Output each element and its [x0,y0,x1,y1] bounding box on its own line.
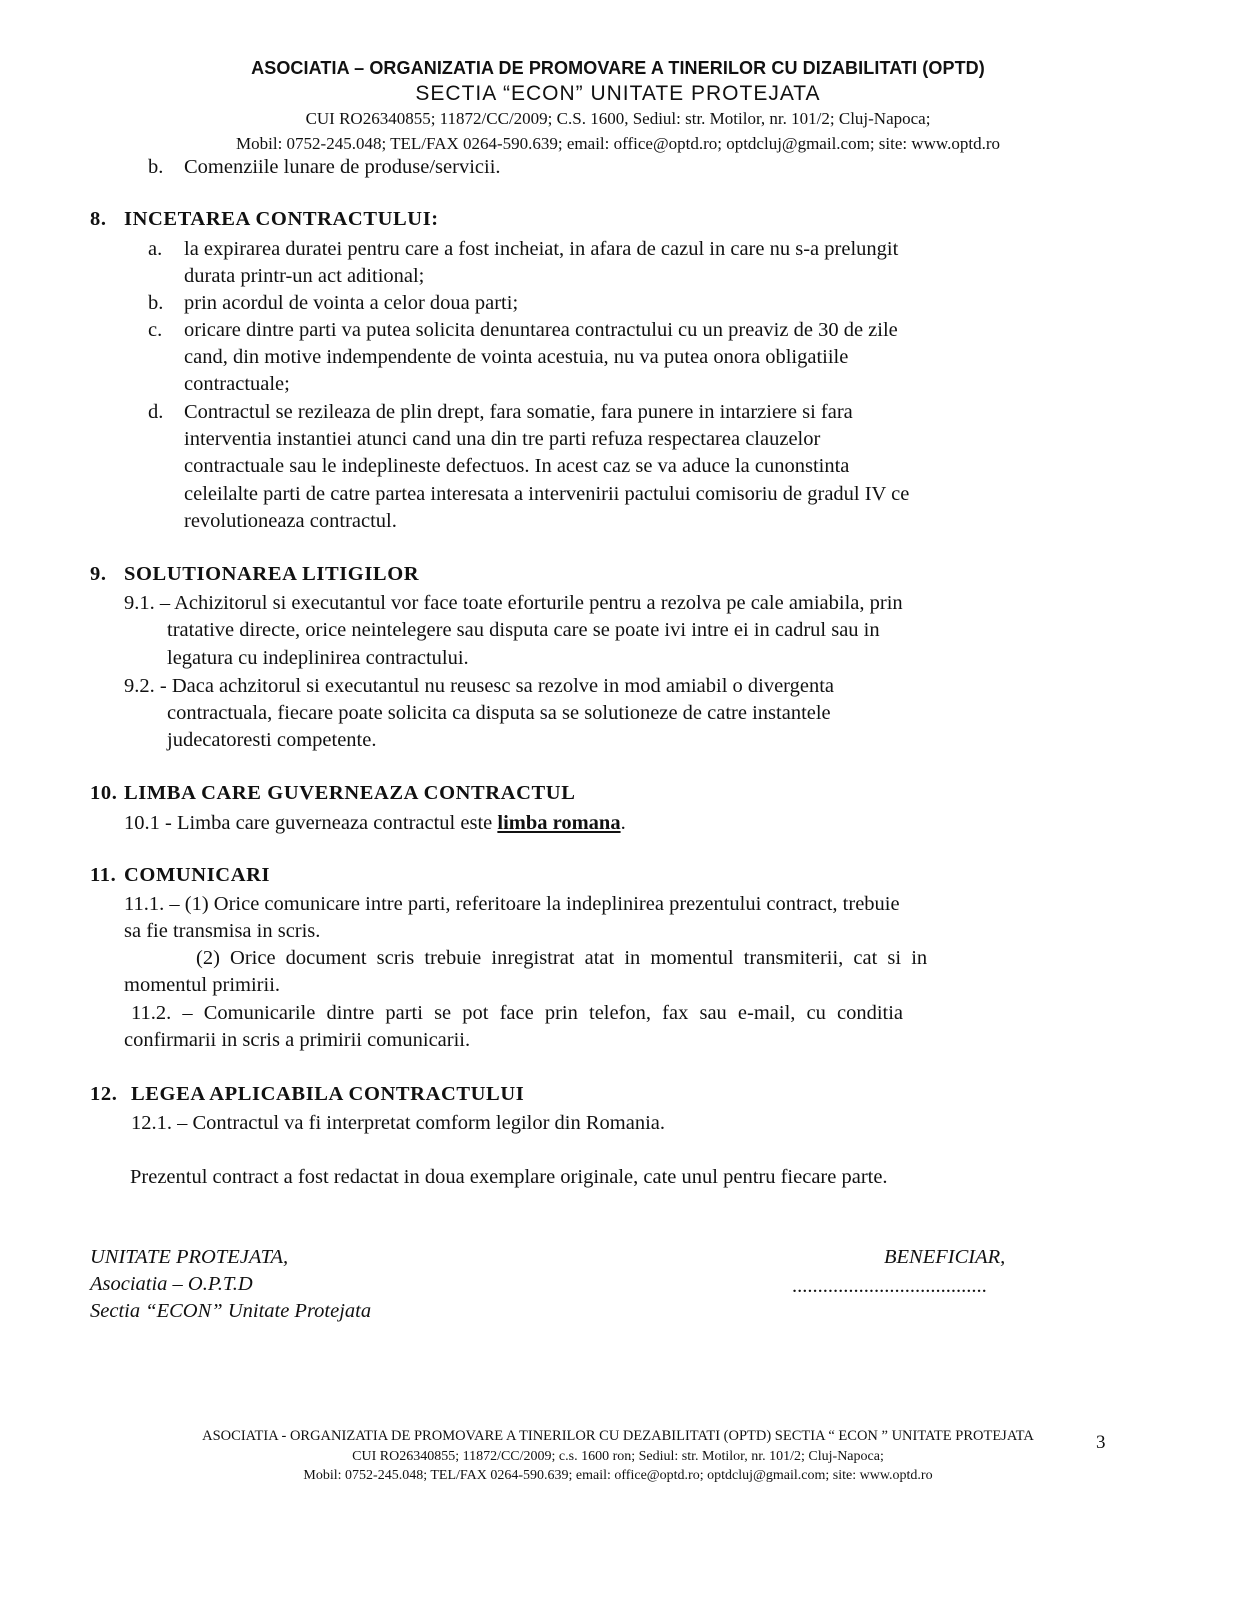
section-9-title: SOLUTIONAREA LITIGILOR [124,563,420,585]
s8-item-b-label: b. [148,292,164,314]
s9-p1-line: legatura cu indeplinirea contractului. [167,647,469,669]
section-10-title: LIMBA CARE GUVERNEAZA CONTRACTUL [124,782,576,804]
footer-registration: CUI RO26340855; 11872/CC/2009; c.s. 1600 ron; Sediul: str. Motilor, nr. 101/2; Cluj-Napoca; [352,1449,884,1464]
header-section-name: SECTIA “ECON” UNITATE PROTEJATA [415,82,821,105]
s9-p1-line: tratative directe, orice neintelegere sau disputa care se poate ivi intre ei in cadrul sau in [167,619,880,641]
s8-item-a-line: la expirarea duratei pentru care a fost incheiat, in afara de cazul in care nu s-a prelungit [184,238,899,260]
s9-p2-line: contractuala, fiecare poate solicita ca disputa sa se solutioneze de catre instantele [167,702,831,724]
section-12-number: 12. [90,1083,118,1105]
s8-item-d-label: d. [148,401,164,423]
s8-item-c-line: contractuale; [184,373,290,395]
s8-item-d-line: contractuale sau le indeplineste defectuos. In acest caz se va aduce la cunonstinta [184,455,850,477]
s10-clause [124,810,626,837]
s8-item-a-label: a. [148,238,163,260]
s8-item-b-line: prin acordul de vointa a celor doua parti; [184,292,519,314]
section-8-number: 8. [90,208,107,230]
section-11-number: 11. [90,864,117,886]
s8-item-c-label: c. [148,319,163,341]
s10-text: 10.1 - Limba care guverneaza contractul este [124,812,498,834]
header-registration-info: CUI RO26340855; 11872/CC/2009; C.S. 1600, Sediul: str. Motilor, nr. 101/2; Cluj-Napoca; [305,109,931,128]
section-8-title: INCETAREA CONTRACTULUI: [124,208,439,230]
page-number: 3 [1096,1432,1106,1453]
signature-left-org: Asociatia – O.P.T.D [90,1273,253,1295]
signature-left-title: UNITATE PROTEJATA, [90,1246,289,1268]
s10-period: . [620,812,626,834]
s8-item-a-line: durata printr-un act aditional; [184,265,425,287]
s8-item-d-line: Contractul se rezileaza de plin drept, fara somatie, fara punere in intarziere si fara [184,401,853,423]
s8-item-c-line: cand, din motive indempendente de vointa acestuia, nu va putea onora obligatiile [184,346,849,368]
s11-p2-line2: momentul primirii. [124,974,281,996]
section-10-number: 10. [90,782,118,804]
s8-item-d-line: revolutioneaza contractul. [184,510,397,532]
s11-p1-line1: 11.1. – (1) Orice comunicare intre parti, referitoare la indeplinirea prezentului contract, trebuie [124,893,900,915]
section-11-title: COMUNICARI [124,864,271,886]
carryover-text: Comenziile lunare de produse/servicii. [184,156,501,178]
s8-item-d-line: interventia instantiei atunci cand una din tre parti refuza respectarea clauzelor [184,428,821,450]
section-12-title: LEGEA APLICABILA CONTRACTULUI [131,1083,525,1105]
footer-organization: ASOCIATIA - ORGANIZATIA DE PROMOVARE A TINERILOR CU DEZABILITATI (OPTD) SECTIA “ ECON ” UNITATE PROTEJATA [202,1428,1034,1444]
footer-contact: Mobil: 0752-245.048; TEL/FAX 0264-590.639; email: office@optd.ro; optdcluj@gmail.com; site: www.optd.ro [303,1468,933,1483]
header-organization-name: ASOCIATIA – ORGANIZATIA DE PROMOVARE A TINERILOR CU DIZABILITATI (OPTD) [251,58,985,78]
signature-right-title: BENEFICIAR, [884,1246,1006,1268]
s9-p2-line: judecatoresti competente. [167,729,377,751]
s9-p2-lead: 9.2. - Daca achzitorul si executantul nu reusesc sa rezolve in mod amiabil o divergenta [124,675,835,697]
header-contact-info: Mobil: 0752-245.048; TEL/FAX 0264-590.639; email: office@optd.ro; optdcluj@gmail.com; site: www.optd.ro [236,134,1000,153]
section-9-number: 9. [90,563,107,585]
s8-item-d-line: celeilalte parti de catre partea interesata a intervenirii pactului comisoriu de gradul IV ce [184,483,910,505]
s9-p1-lead: 9.1. – Achizitorul si executantul vor face toate eforturile pentru a rezolva pe cale amiabila, prin [124,592,903,614]
signature-right-line: ...................................... [792,1275,987,1297]
s8-item-c-line: oricare dintre parti va putea solicita denuntarea contractului cu un preaviz de 30 de zile [184,319,898,341]
s11-p2-line1: (2) Orice document scris trebuie inregistrat atat in momentul transmiterii, cat si in [196,947,928,969]
s11-p1-line2: sa fie transmisa in scris. [124,920,321,942]
s12-clause: 12.1. – Contractul va fi interpretat comform legilor din Romania. [131,1112,666,1134]
s11-p3-line2: confirmarii in scris a primirii comunicarii. [124,1029,471,1051]
closing-statement: Prezentul contract a fost redactat in doua exemplare originale, cate unul pentru fiecare parte. [130,1166,888,1188]
signature-left-section: Sectia “ECON” Unitate Protejata [90,1300,372,1322]
s11-p3-line1: 11.2. – Comunicarile dintre parti se pot face prin telefon, fax sau e-mail, cu conditia [131,1002,904,1024]
carryover-label: b. [148,156,164,178]
s10-language-emphasis: limba romana [497,812,621,834]
